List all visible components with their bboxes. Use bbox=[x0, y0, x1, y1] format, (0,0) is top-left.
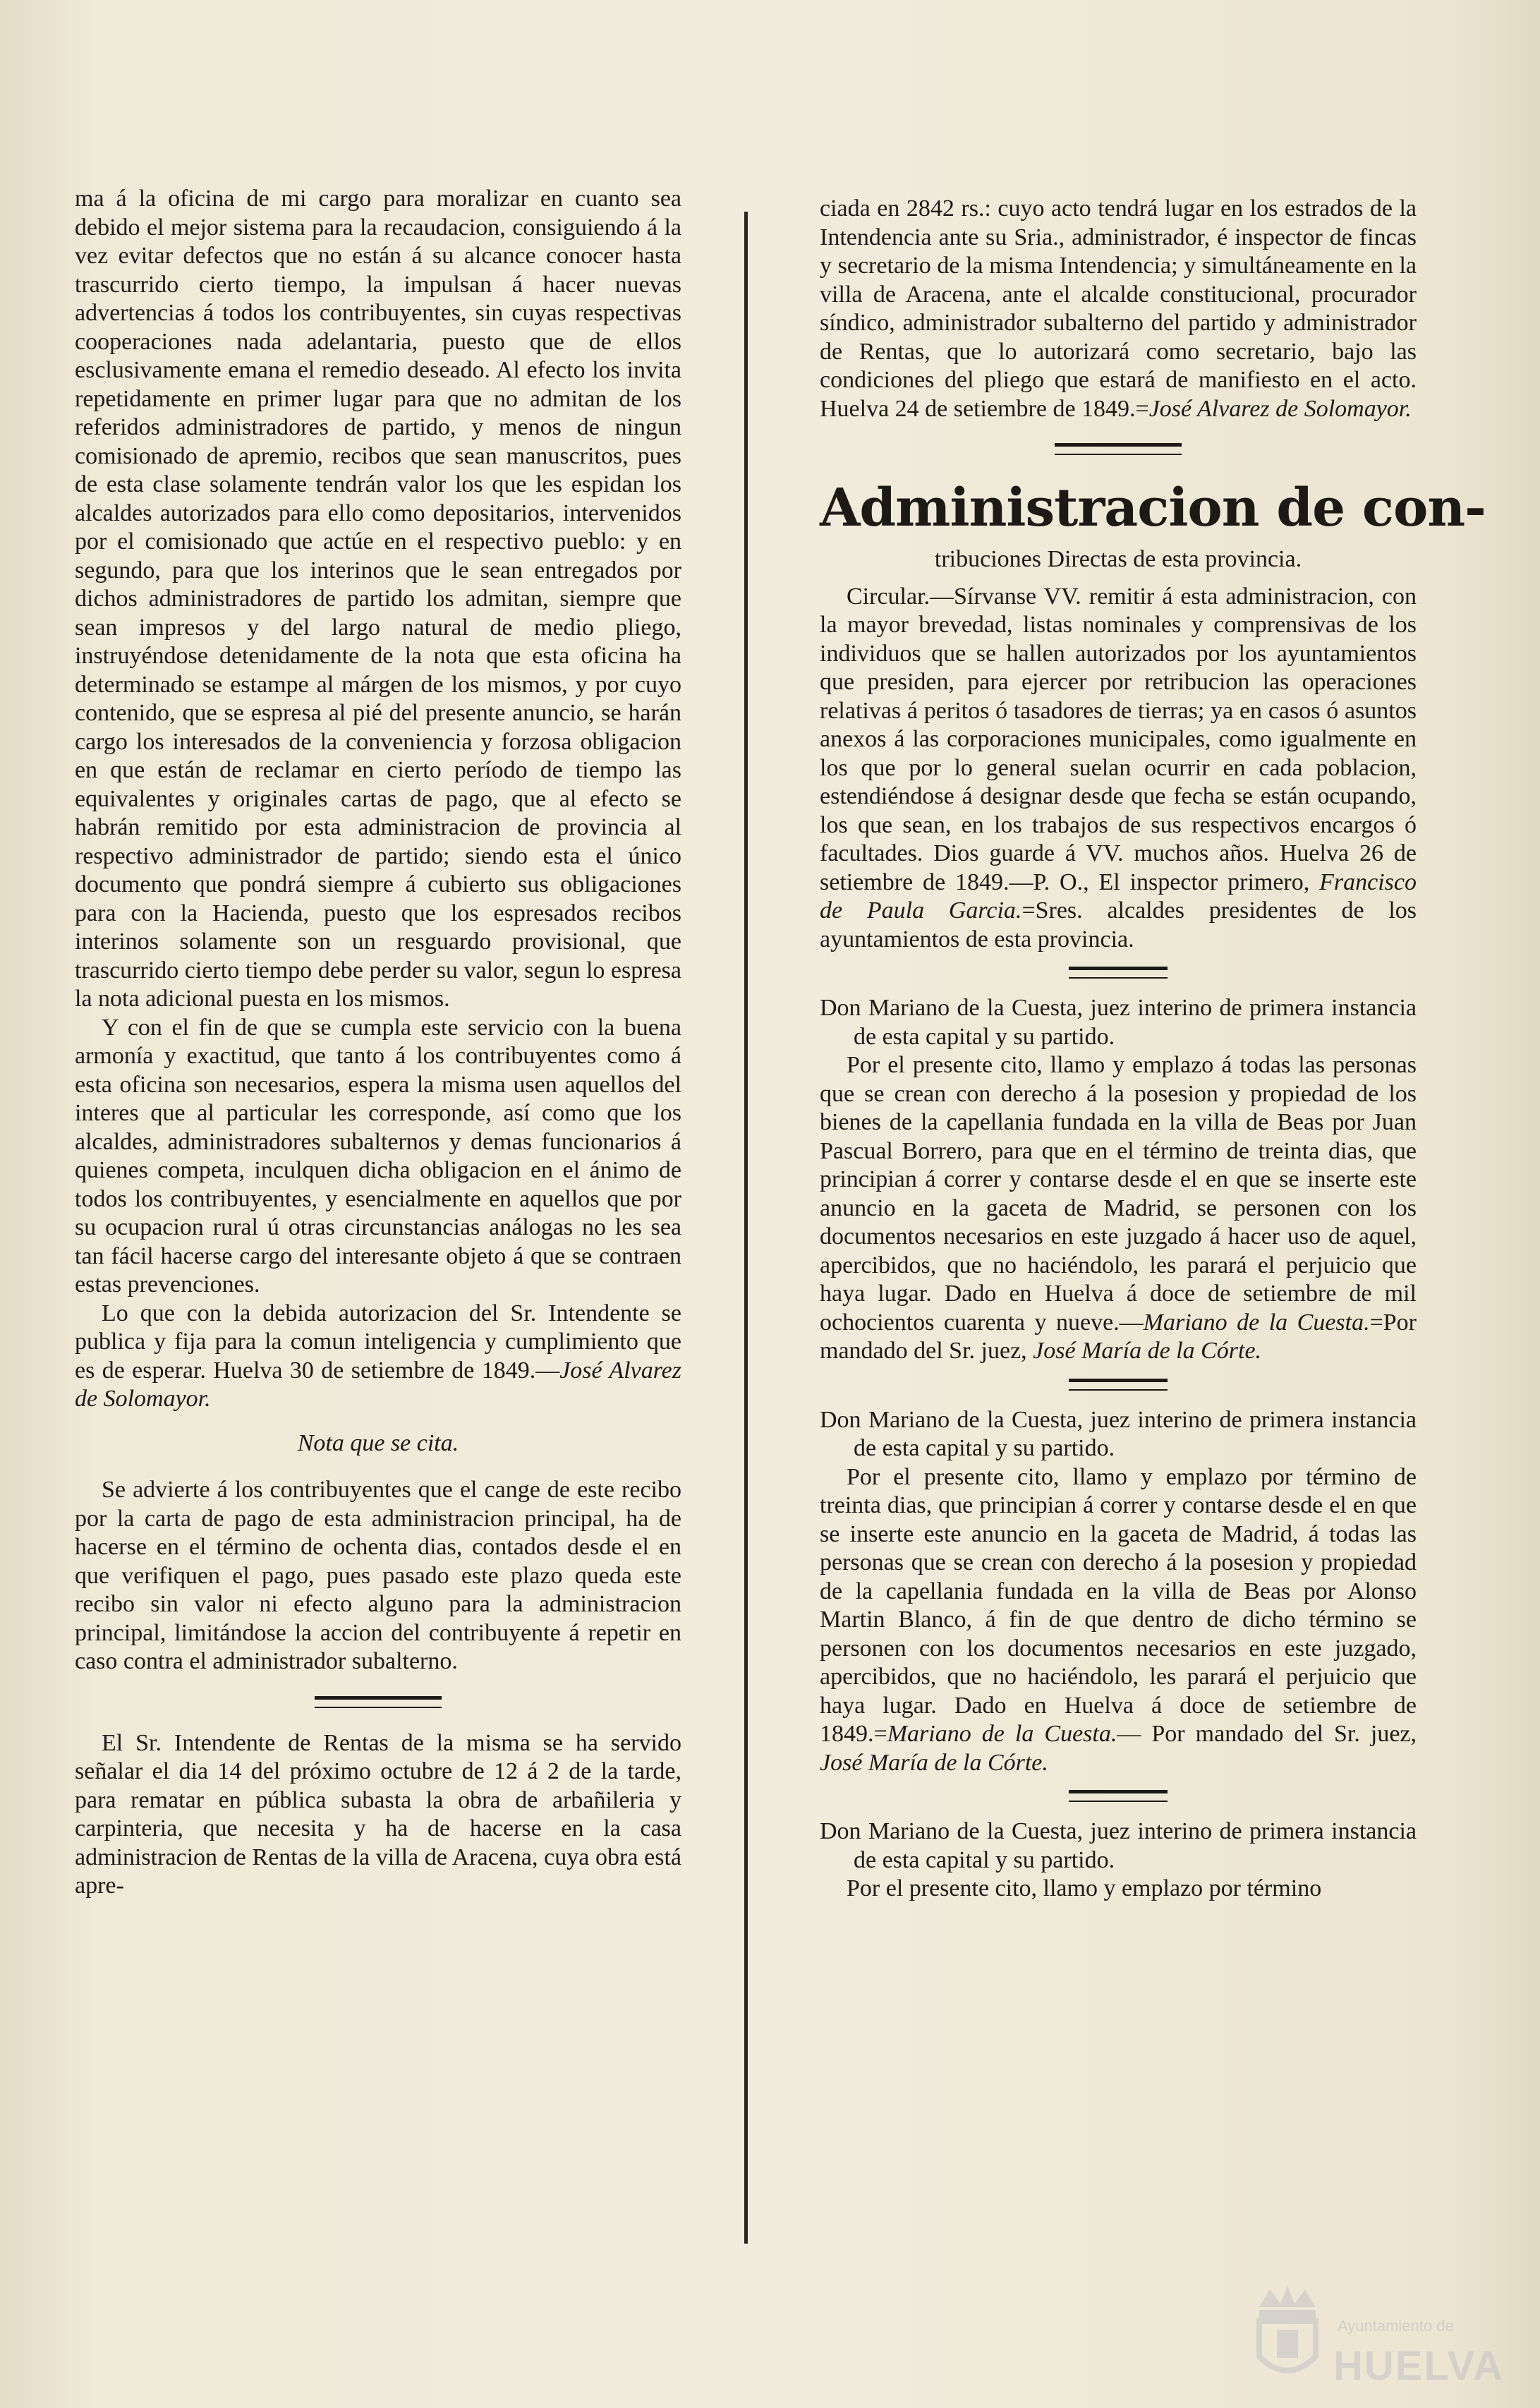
right-column bbox=[820, 195, 1486, 1904]
edict-text bbox=[820, 1463, 1417, 1778]
edict-heading: Don Mariano de la Cuesta, juez interino de primera instancia de esta capital y su partido. bbox=[820, 1818, 1417, 1873]
edict-text bbox=[820, 1051, 1417, 1366]
section-separator bbox=[1069, 1379, 1168, 1391]
auction-notice-continued bbox=[820, 195, 1417, 423]
section-separator bbox=[1055, 443, 1182, 455]
signature: José María de la Córte. bbox=[1033, 1338, 1262, 1364]
signature: José María de la Córte. bbox=[820, 1749, 1048, 1776]
column-divider bbox=[744, 212, 748, 2244]
edict-body: Por el presente cito, llamo y emplazo por término de treinta dias, que principian á correr y contarse desde el en que se inserte este anuncio en la gaceta de Madrid, á todas las personas que se crean con derecho á la posesion y propiedad de la capellania fundada en la villa de Beas por Alonso Martin Blanco, á fin de que dentro de dicho término se personen con los documentos necesarios en este juzgado, apercibidos, que no haciéndolo, les parará el perjuicio que haya lugar. Dado en Huelva á doce de setiembre de 1849.= bbox=[820, 1463, 1417, 1747]
note-title: Nota que se cita. bbox=[297, 1429, 459, 1456]
edict-mid: =Por mandado del Sr. juez, bbox=[820, 1309, 1417, 1364]
edict-body: Por el presente cito, llamo y emplazo á todas las personas que se crean con derecho á la posesion y propiedad de los bienes de la capellania fundada en la villa de Beas por Juan Pascual Borrero, para que en el término de treinta dias, que principian á correr y contarse desde el en que se inserte este anuncio en la gaceta de Madrid, se personen con los documentos necesarios en este juzgado á hacer uso de aquel, apercibidos, que no haciéndolo, les parará el perjuicio que haya lugar. Dado en Huelva á doce de setiembre de mil ochocientos cuarenta y nueve.— bbox=[820, 1052, 1417, 1336]
signature: José Alvarez de Solomayor. bbox=[75, 1357, 681, 1412]
signature: Francisco de Paula Garcia. bbox=[820, 869, 1417, 924]
edict-heading: Don Mariano de la Cuesta, juez interino de primera instancia de esta capital y su partido. bbox=[820, 1406, 1417, 1461]
watermark-small-text: Ayuntamiento de bbox=[1338, 2317, 1454, 2335]
section-headline: Administracion de con- bbox=[820, 478, 1486, 538]
section-separator bbox=[1069, 967, 1168, 979]
article-closing bbox=[75, 1300, 681, 1414]
circular-tail: =Sres. alcaldes presidentes de los ayuntamientos de esta provincia. bbox=[820, 897, 1417, 952]
watermark-text: HUELVA bbox=[1333, 2343, 1504, 2389]
circular-text: Circular.—Sírvanse VV. remitir á esta administracion, con la mayor brevedad, listas nominales y comprensivas de los individuos que se hallen autorizados por los ayuntamientos que presiden, para ejercer por retribucion las operaciones relativas á peritos ó tasadores de tierras; ya en casos ó asuntos anexos á las corporaciones municipales, como igualmente en los que por lo general suelan ocurrir en cada poblacion, estendiéndose á designar desde que fecha se están ocupando, los que sean, en los trabajos de sus respectivos encargos ó facultades. Dios guarde á VV. muchos años. Huelva 26 de setiembre de 1849.—P. O., El inspector primero, bbox=[820, 583, 1417, 895]
closing-text: Lo que con la debida autorizacion del Sr. Intendente se publica y fija para la comun inteligencia y cumplimiento que es de esperar. Huelva 30 de setiembre de 1849.— bbox=[75, 1300, 681, 1384]
signature: Mariano de la Cuesta. bbox=[1143, 1309, 1370, 1336]
left-column bbox=[75, 185, 681, 1901]
auction-text: ciada en 2842 rs.: cuyo acto tendrá lugar en los estrados de la Intendencia ante su Sria., administrador, é inspector de fincas y secretario de la misma Intendencia; y simultáneamente en la villa de Aracena, ante el alcalde constitucional, procurador síndico, administrador subalterno del partido y administrador de Rentas, que lo autorizará como secretario, bajo las condiciones del pliego que estará de manifiesto en el acto. Huelva 24 de setiembre de 1849.= bbox=[820, 195, 1417, 422]
edict-heading: Don Mariano de la Cuesta, juez interino de primera instancia de esta capital y su partido. bbox=[820, 995, 1417, 1050]
section-separator bbox=[315, 1696, 442, 1708]
auction-notice: El Sr. Intendente de Rentas de la misma se ha servido señalar el dia 14 del próximo octubre de 12 á 2 de la tarde, para rematar en pública subasta la obra de arbañileria y carpinteria, que necesita y ha de hacerse en la casa administracion de Rentas de la villa de Aracena, cuya obra está apre- bbox=[75, 1729, 681, 1899]
signature: José Alvarez de Solomayor. bbox=[1148, 395, 1412, 422]
crown-shield-icon bbox=[1249, 2279, 1326, 2385]
watermark-logo bbox=[1249, 2279, 1517, 2389]
section-subheading: tribuciones Directas de esta provincia. bbox=[934, 546, 1302, 572]
note-text: Se advierte á los contribuyentes que el cange de este recibo por la carta de pago de esta administracion principal, ha de hacerse en el término de ochenta dias, contados desde el en que verifiquen el pago, pues pasado este plazo queda este recibo sin valor ni efecto alguno para la administracion principal, limitándose la accion del contribuyente á repetir en caso contra el administrador subalterno. bbox=[75, 1477, 681, 1674]
section-separator bbox=[1069, 1790, 1168, 1802]
circular-notice bbox=[820, 583, 1417, 955]
edict-mid: — Por mandado del Sr. juez, bbox=[1117, 1721, 1417, 1747]
edict-text: Por el presente cito, llamo y emplazo por término bbox=[847, 1875, 1322, 1901]
article-paragraph: Y con el fin de que se cumpla este servicio con la buena armonía y exactitud, que tanto á los contribuyentes como á esta oficina son necesarios, espera la misma usen aquellos del interes que al particular les corresponde, así como que los alcaldes, administradores subalternos y demas funcionarios á quienes competa, inculquen dicha obligacion en el ánimo de todos los contribuyentes, y esencialmente en aquellos que por su ocupacion rural ú otras circunstancias análogas no les sea tan fácil hacerse cargo del interesante objeto á que se contraen estas prevenciones. bbox=[75, 1014, 681, 1297]
article-body: ma á la oficina de mi cargo para moralizar en cuanto sea debido el mejor sistema para la recaudacion, consiguiendo á la vez evitar defectos que no están á su alcance conocer hasta trascurrido cierto tiempo, la impulsan á hacer nuevas advertencias á todos los contribuyentes, sin cuyas respectivas cooperaciones nada adelantaria, puesto que de ellos esclusivamente emana el remedio deseado. Al efecto los invita repetidamente en primer lugar para que no admitan de los referidos administradores de partido, y menos de ningun comisionado de apremio, recibos que sean manuscritos, pues de esta clase solamente tendrán valor los que les espidan los alcaldes autorizados para ello como depositarios, intervenidos por el comisionado que actúe en el respectivo pueblo: y en segundo, para que los interinos que le sean entregados por dichos administradores de partido los admitan, siempre que sean impresos y del largo natural de medio pliego, instruyéndose detenidamente de la nota que esta oficina ha determinado se estampe al márgen de los mismos, y por cuyo contenido, que se espresa al pié del presente anuncio, se harán cargo los interesados de la conveniencia y forzosa obligacion en que están de reclamar en cierto período de tiempo las equivalentes y originales cartas de pago, que al efecto se habrán remitido por esta administracion de provincia al respectivo administrador de partido; siendo esta el único documento que pondrá siempre á cubierto sus obligaciones para con la Hacienda, puesto que los espresados recibos interinos solamente son un resguardo provisional, que trascurrido cierto tiempo debe perder su valor, segun lo espresa la nota adicional puesta en los mismos. bbox=[75, 186, 681, 1012]
signature: Mariano de la Cuesta. bbox=[887, 1721, 1117, 1747]
